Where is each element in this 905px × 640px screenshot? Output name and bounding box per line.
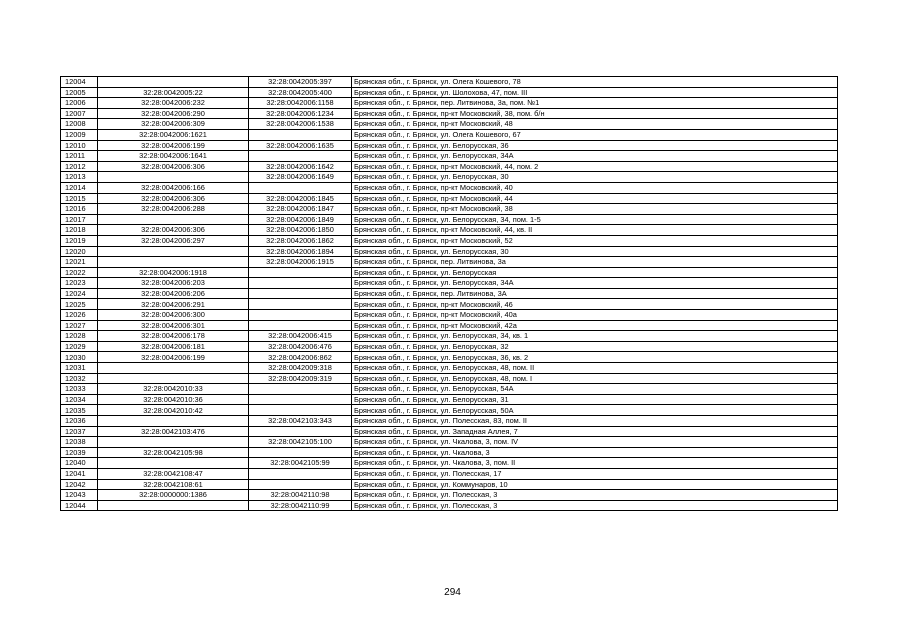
object-number-cell: 32:28:0042006:1234 [249, 108, 352, 119]
cadastral-number-cell: 32:28:0042006:297 [98, 235, 249, 246]
cadastral-number-cell: 32:28:0042006:206 [98, 288, 249, 299]
address-cell: Брянская обл., г. Брянск, пр-кт Московский, 38 [352, 204, 838, 215]
table-row [61, 437, 838, 448]
cadastral-number-cell: 32:28:0000000:1386 [98, 490, 249, 501]
table-row [61, 416, 838, 427]
cadastral-number-cell: 32:28:0042006:291 [98, 299, 249, 310]
address-cell: Брянская обл., г. Брянск, ул. Белорусская, 32 [352, 341, 838, 352]
row-number-cell: 12038 [61, 437, 98, 448]
object-number-cell: 32:28:0042105:100 [249, 437, 352, 448]
cadastral-number-cell: 32:28:0042006:306 [98, 193, 249, 204]
row-number-cell: 12007 [61, 108, 98, 119]
object-number-cell [249, 320, 352, 331]
address-cell: Брянская обл., г. Брянск, пер. Литвинова, 3а [352, 257, 838, 268]
object-number-cell: 32:28:0042009:319 [249, 373, 352, 384]
cadastral-number-cell: 32:28:0042006:232 [98, 98, 249, 109]
address-cell: Брянская обл., г. Брянск, ул. Чкалова, 3, пом. II [352, 458, 838, 469]
object-number-cell: 32:28:0042006:1849 [249, 214, 352, 225]
table-row [61, 214, 838, 225]
cadastral-number-cell [98, 257, 249, 268]
row-number-cell: 12011 [61, 151, 98, 162]
address-cell: Брянская обл., г. Брянск, ул. Олега Кошевого, 67 [352, 129, 838, 140]
cadastral-number-cell: 32:28:0042006:1641 [98, 151, 249, 162]
row-number-cell: 12029 [61, 341, 98, 352]
cadastral-number-cell [98, 246, 249, 257]
table-row [61, 172, 838, 183]
row-number-cell: 12019 [61, 235, 98, 246]
row-number-cell: 12042 [61, 479, 98, 490]
address-cell: Брянская обл., г. Брянск, пр-кт Московский, 52 [352, 235, 838, 246]
row-number-cell: 12035 [61, 405, 98, 416]
row-number-cell: 12028 [61, 331, 98, 342]
row-number-cell: 12008 [61, 119, 98, 130]
object-number-cell [249, 129, 352, 140]
cadastral-number-cell: 32:28:0042105:98 [98, 447, 249, 458]
cadastral-number-cell: 32:28:0042005:22 [98, 87, 249, 98]
table-row [61, 310, 838, 321]
object-number-cell: 32:28:0042006:1847 [249, 204, 352, 215]
row-number-cell: 12020 [61, 246, 98, 257]
table-row [61, 129, 838, 140]
address-cell: Брянская обл., г. Брянск, ул. Полесская, 17 [352, 468, 838, 479]
object-number-cell: 32:28:0042103:343 [249, 416, 352, 427]
table-row [61, 278, 838, 289]
cadastral-number-cell: 32:28:0042006:290 [98, 108, 249, 119]
cadastral-number-cell: 32:28:0042006:199 [98, 140, 249, 151]
address-cell: Брянская обл., г. Брянск, ул. Белорусская [352, 267, 838, 278]
table-row [61, 98, 838, 109]
address-cell: Брянская обл., г. Брянск, ул. Белорусская, 34А [352, 278, 838, 289]
address-cell: Брянская обл., г. Брянск, ул. Коммунаров, 10 [352, 479, 838, 490]
table-row [61, 235, 838, 246]
cadastral-number-cell [98, 458, 249, 469]
object-number-cell: 32:28:0042006:1894 [249, 246, 352, 257]
cadastral-number-cell [98, 416, 249, 427]
row-number-cell: 12017 [61, 214, 98, 225]
object-number-cell [249, 447, 352, 458]
table-row [61, 331, 838, 342]
row-number-cell: 12013 [61, 172, 98, 183]
object-number-cell [249, 278, 352, 289]
address-cell: Брянская обл., г. Брянск, ул. Полесская, 83, пом. II [352, 416, 838, 427]
object-number-cell [249, 151, 352, 162]
row-number-cell: 12044 [61, 500, 98, 511]
row-number-cell: 12023 [61, 278, 98, 289]
row-number-cell: 12043 [61, 490, 98, 501]
row-number-cell: 12022 [61, 267, 98, 278]
row-number-cell: 12015 [61, 193, 98, 204]
cadastral-number-cell [98, 437, 249, 448]
table-row [61, 405, 838, 416]
address-cell: Брянская обл., г. Брянск, ул. Белорусская, 48, пом. I [352, 373, 838, 384]
row-number-cell: 12009 [61, 129, 98, 140]
row-number-cell: 12040 [61, 458, 98, 469]
object-number-cell [249, 182, 352, 193]
table-row [61, 151, 838, 162]
cadastral-number-cell: 32:28:0042103:476 [98, 426, 249, 437]
table-row [61, 299, 838, 310]
address-cell: Брянская обл., г. Брянск, пер. Литвинова, 3А [352, 288, 838, 299]
row-number-cell: 12025 [61, 299, 98, 310]
object-number-cell: 32:28:0042006:1850 [249, 225, 352, 236]
address-cell: Брянская обл., г. Брянск, пр-кт Московский, 40а [352, 310, 838, 321]
cadastral-number-cell [98, 172, 249, 183]
address-cell: Брянская обл., г. Брянск, пр-кт Московский, 44 [352, 193, 838, 204]
row-number-cell: 12032 [61, 373, 98, 384]
table-row [61, 182, 838, 193]
cadastral-number-cell [98, 500, 249, 511]
cadastral-number-cell: 32:28:0042006:203 [98, 278, 249, 289]
object-number-cell: 32:28:0042006:1635 [249, 140, 352, 151]
table-row [61, 204, 838, 215]
table-row [61, 341, 838, 352]
cadastral-number-cell [98, 77, 249, 88]
address-cell: Брянская обл., г. Брянск, ул. Полесская, 3 [352, 490, 838, 501]
object-number-cell [249, 405, 352, 416]
table-row [61, 87, 838, 98]
table-row [61, 267, 838, 278]
object-number-cell: 32:28:0042005:400 [249, 87, 352, 98]
cadastral-number-cell [98, 363, 249, 374]
cadastral-number-cell: 32:28:0042006:300 [98, 310, 249, 321]
address-cell: Брянская обл., г. Брянск, ул. Белорусская, 54А [352, 384, 838, 395]
address-cell: Брянская обл., г. Брянск, ул. Белорусская, 34А [352, 151, 838, 162]
row-number-cell: 12024 [61, 288, 98, 299]
cadastral-number-cell: 32:28:0042108:61 [98, 479, 249, 490]
registry-table [60, 76, 838, 511]
address-cell: Брянская обл., г. Брянск, ул. Западная Аллея, 7 [352, 426, 838, 437]
object-number-cell: 32:28:0042006:1845 [249, 193, 352, 204]
cadastral-number-cell: 32:28:0042006:166 [98, 182, 249, 193]
table-row [61, 490, 838, 501]
address-cell: Брянская обл., г. Брянск, ул. Чкалова, 3, пом. IV [352, 437, 838, 448]
cadastral-number-cell: 32:28:0042006:306 [98, 161, 249, 172]
address-cell: Брянская обл., г. Брянск, ул. Чкалова, 3 [352, 447, 838, 458]
table-row [61, 394, 838, 405]
table-row [61, 426, 838, 437]
table-row [61, 352, 838, 363]
table-row [61, 257, 838, 268]
object-number-cell: 32:28:0042006:1538 [249, 119, 352, 130]
object-number-cell: 32:28:0042006:862 [249, 352, 352, 363]
row-number-cell: 12033 [61, 384, 98, 395]
cadastral-number-cell: 32:28:0042006:181 [98, 341, 249, 352]
row-number-cell: 12006 [61, 98, 98, 109]
object-number-cell: 32:28:0042009:318 [249, 363, 352, 374]
address-cell: Брянская обл., г. Брянск, пр-кт Московский, 46 [352, 299, 838, 310]
object-number-cell [249, 394, 352, 405]
row-number-cell: 12039 [61, 447, 98, 458]
object-number-cell [249, 299, 352, 310]
cadastral-number-cell: 32:28:0042006:199 [98, 352, 249, 363]
object-number-cell [249, 384, 352, 395]
row-number-cell: 12041 [61, 468, 98, 479]
object-number-cell: 32:28:0042110:98 [249, 490, 352, 501]
cadastral-number-cell: 32:28:0042006:178 [98, 331, 249, 342]
cadastral-number-cell: 32:28:0042010:33 [98, 384, 249, 395]
table-row [61, 384, 838, 395]
cadastral-number-cell [98, 214, 249, 225]
address-cell: Брянская обл., г. Брянск, пр-кт Московский, 44, кв. II [352, 225, 838, 236]
address-cell: Брянская обл., г. Брянск, ул. Белорусская, 50А [352, 405, 838, 416]
object-number-cell: 32:28:0042006:1862 [249, 235, 352, 246]
object-number-cell: 32:28:0042006:1158 [249, 98, 352, 109]
address-cell: Брянская обл., г. Брянск, пр-кт Московский, 44, пом. 2 [352, 161, 838, 172]
object-number-cell [249, 267, 352, 278]
table-row [61, 225, 838, 236]
table-row [61, 458, 838, 469]
object-number-cell [249, 426, 352, 437]
object-number-cell: 32:28:0042110:99 [249, 500, 352, 511]
object-number-cell [249, 288, 352, 299]
address-cell: Брянская обл., г. Брянск, ул. Белорусская, 30 [352, 172, 838, 183]
row-number-cell: 12010 [61, 140, 98, 151]
row-number-cell: 12036 [61, 416, 98, 427]
address-cell: Брянская обл., г. Брянск, пр-кт Московский, 38, пом. б/н [352, 108, 838, 119]
address-cell: Брянская обл., г. Брянск, пр-кт Московский, 48 [352, 119, 838, 130]
table-row [61, 246, 838, 257]
table-row [61, 373, 838, 384]
row-number-cell: 12016 [61, 204, 98, 215]
row-number-cell: 12014 [61, 182, 98, 193]
cadastral-number-cell: 32:28:0042006:288 [98, 204, 249, 215]
address-cell: Брянская обл., г. Брянск, ул. Белорусская, 30 [352, 246, 838, 257]
object-number-cell: 32:28:0042006:476 [249, 341, 352, 352]
cadastral-number-cell: 32:28:0042006:1621 [98, 129, 249, 140]
table-row [61, 320, 838, 331]
address-cell: Брянская обл., г. Брянск, ул. Белорусская, 34, кв. 1 [352, 331, 838, 342]
row-number-cell: 12026 [61, 310, 98, 321]
address-cell: Брянская обл., г. Брянск, ул. Шолохова, 47, пом. III [352, 87, 838, 98]
object-number-cell: 32:28:0042105:99 [249, 458, 352, 469]
address-cell: Брянская обл., г. Брянск, пр-кт Московский, 42а [352, 320, 838, 331]
address-cell: Брянская обл., г. Брянск, пер. Литвинова, 3а, пом. №1 [352, 98, 838, 109]
object-number-cell: 32:28:0042006:1642 [249, 161, 352, 172]
table-row [61, 193, 838, 204]
object-number-cell [249, 468, 352, 479]
row-number-cell: 12031 [61, 363, 98, 374]
registry-table-body [61, 77, 838, 511]
table-row [61, 77, 838, 88]
table-row [61, 500, 838, 511]
address-cell: Брянская обл., г. Брянск, ул. Олега Кошевого, 78 [352, 77, 838, 88]
cadastral-number-cell: 32:28:0042006:309 [98, 119, 249, 130]
cadastral-number-cell: 32:28:0042010:36 [98, 394, 249, 405]
row-number-cell: 12037 [61, 426, 98, 437]
cadastral-number-cell: 32:28:0042108:47 [98, 468, 249, 479]
cadastral-number-cell: 32:28:0042010:42 [98, 405, 249, 416]
row-number-cell: 12027 [61, 320, 98, 331]
object-number-cell: 32:28:0042006:1915 [249, 257, 352, 268]
address-cell: Брянская обл., г. Брянск, ул. Белорусская, 48, пом. II [352, 363, 838, 374]
table-row [61, 140, 838, 151]
cadastral-number-cell: 32:28:0042006:301 [98, 320, 249, 331]
address-cell: Брянская обл., г. Брянск, ул. Белорусская, 36 [352, 140, 838, 151]
table-row [61, 161, 838, 172]
row-number-cell: 12021 [61, 257, 98, 268]
table-row [61, 108, 838, 119]
row-number-cell: 12030 [61, 352, 98, 363]
table-row [61, 447, 838, 458]
address-cell: Брянская обл., г. Брянск, ул. Белорусская, 31 [352, 394, 838, 405]
table-row [61, 288, 838, 299]
object-number-cell: 32:28:0042006:415 [249, 331, 352, 342]
address-cell: Брянская обл., г. Брянск, пр-кт Московский, 40 [352, 182, 838, 193]
row-number-cell: 12012 [61, 161, 98, 172]
table-row [61, 363, 838, 374]
cadastral-number-cell [98, 373, 249, 384]
row-number-cell: 12018 [61, 225, 98, 236]
row-number-cell: 12034 [61, 394, 98, 405]
table-row [61, 468, 838, 479]
cadastral-number-cell: 32:28:0042006:1918 [98, 267, 249, 278]
object-number-cell [249, 479, 352, 490]
cadastral-number-cell: 32:28:0042006:306 [98, 225, 249, 236]
address-cell: Брянская обл., г. Брянск, ул. Белорусская, 36, кв. 2 [352, 352, 838, 363]
row-number-cell: 12004 [61, 77, 98, 88]
address-cell: Брянская обл., г. Брянск, ул. Белорусская, 34, пом. 1-5 [352, 214, 838, 225]
object-number-cell: 32:28:0042006:1649 [249, 172, 352, 183]
object-number-cell: 32:28:0042005:397 [249, 77, 352, 88]
table-row [61, 479, 838, 490]
address-cell: Брянская обл., г. Брянск, ул. Полесская, 3 [352, 500, 838, 511]
page-number: 294 [444, 587, 461, 598]
object-number-cell [249, 310, 352, 321]
table-row [61, 119, 838, 130]
row-number-cell: 12005 [61, 87, 98, 98]
